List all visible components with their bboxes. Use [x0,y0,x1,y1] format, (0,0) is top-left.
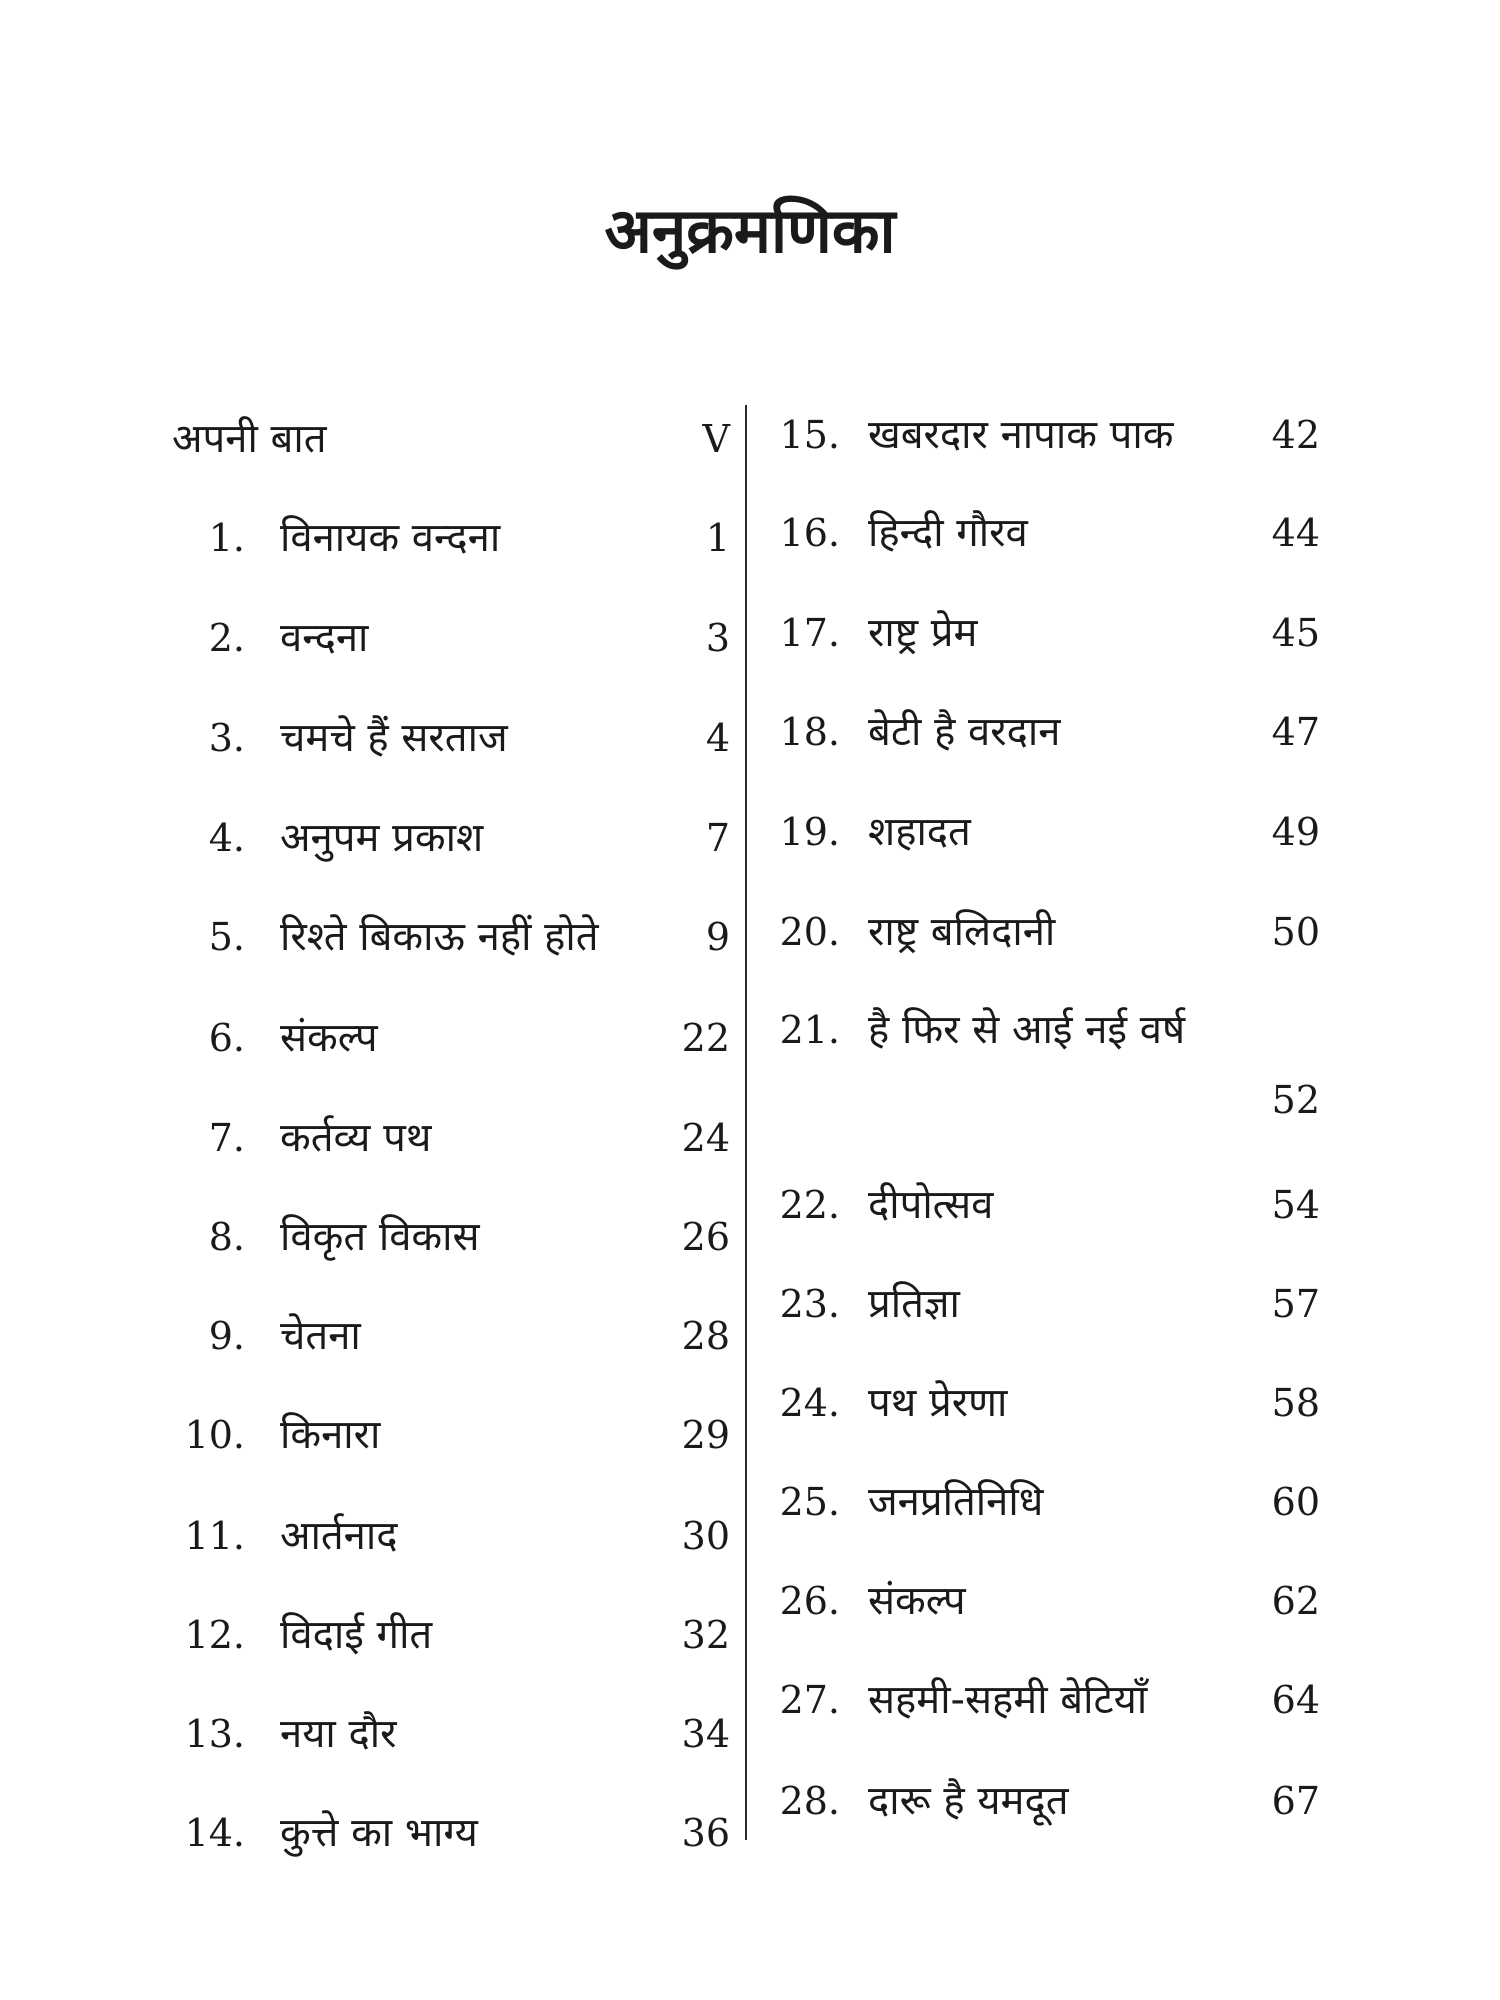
toc-entry-number: 17. [779,611,840,655]
toc-entry-title: राष्ट्र प्रेम [868,610,978,656]
toc-entry-page: 49 [1271,810,1320,854]
toc-entry[interactable] [0,1771,1400,1831]
toc-entry-page: 36 [681,1811,730,1855]
toc-entry-page: 64 [1271,1678,1320,1722]
toc-entry-title: अपनी बात [172,416,327,462]
toc-entry-title: दीपोत्सव [868,1182,994,1228]
toc-entry-title: विकृत विकास [280,1214,480,1260]
toc-entry-title: चमचे हैं सरताज [280,715,508,761]
toc-entry-number: 10. [184,1413,245,1457]
toc-entry-page: 45 [1271,611,1320,655]
toc-entry-number: 6. [208,1016,245,1060]
toc-entry-page: 29 [681,1413,730,1457]
toc-entry-page: 44 [1271,511,1320,555]
toc-entry-page: 67 [1271,1779,1320,1823]
toc-entry-number: 11. [184,1514,245,1558]
toc-entry[interactable] [0,1175,1400,1235]
toc-entry-title: सहमी-सहमी बेटियाँ [868,1677,1148,1723]
toc-entry-title: आर्तनाद [280,1513,398,1559]
toc-entry-title: शहादत [868,809,971,855]
toc-entry-number: 8. [208,1215,245,1259]
toc-entry-page: 30 [681,1514,730,1558]
toc-entry-number: 26. [779,1579,840,1623]
toc-entry-number: 14. [184,1811,245,1855]
toc-entry-title: बेटी है वरदान [868,709,1061,755]
toc-entry-number: 5. [208,915,245,959]
toc-entry-title: चेतना [280,1313,361,1359]
toc-entry-title: संकल्प [868,1578,966,1624]
toc-entry[interactable] [0,1670,1400,1730]
toc-entry-page: 3 [705,616,730,660]
toc-entry[interactable] [0,1472,1400,1532]
toc-entry-number: 21. [779,1008,840,1052]
toc-entry-number: 15. [779,413,840,457]
toc-entry-page: 52 [1271,1078,1320,1122]
toc-entry-title: किनारा [280,1412,381,1458]
toc-entry-number: 19. [779,810,840,854]
toc-entry-number: 12. [184,1613,245,1657]
toc-entry-title: अनुपम प्रकाश [280,815,484,861]
toc-entry-number: 16. [779,511,840,555]
toc-entry-page: 4 [705,716,730,760]
page-title: अनुक्रमणिका [604,194,896,267]
toc-entry-title: विदाई गीत [280,1612,433,1658]
toc-entry-title: संकल्प [280,1015,378,1061]
toc-entry-number: 13. [184,1712,245,1756]
toc-entry-number: 9. [208,1314,245,1358]
toc-entry-title: है फिर से आई नई वर्ष [868,1007,1186,1053]
toc-entry[interactable] [0,1274,1400,1334]
toc-entry[interactable] [0,802,1400,862]
toc-entry-page: 50 [1271,910,1320,954]
toc-entry-number: 7. [208,1116,245,1160]
toc-entry[interactable] [0,702,1400,762]
toc-entry-page: 7 [705,816,730,860]
toc-entry-page: V [702,417,730,461]
toc-entry-title: खबरदार नापाक पाक [868,412,1174,458]
toc-entry-page: 34 [681,1712,730,1756]
toc-entry-title: हिन्दी गौरव [868,510,1028,556]
toc-entry-title: दारू है यमदूत [868,1778,1069,1824]
toc-entry-page: 62 [1271,1579,1320,1623]
toc-entry-page: 47 [1271,710,1320,754]
toc-entry-number: 4. [208,816,245,860]
toc-entry-title: कर्तव्य पथ [280,1115,432,1161]
toc-entry-title: रिश्ते बिकाऊ नहीं होते [280,914,599,960]
toc-entry-page: 32 [681,1613,730,1657]
toc-entry-page: 57 [1271,1282,1320,1326]
toc-entry[interactable] [0,902,1400,962]
toc-entry-page: 24 [681,1116,730,1160]
toc-entry-title: जनप्रतिनिधि [868,1479,1044,1525]
toc-entry-number: 18. [779,710,840,754]
toc-entry-page: 60 [1271,1480,1320,1524]
toc-entry-page: 1 [705,516,730,560]
toc-entry[interactable] [0,1000,1400,1130]
toc-entry-page: 26 [681,1215,730,1259]
toc-entry-number: 2. [208,616,245,660]
toc-entry-page: 42 [1271,413,1320,457]
toc-entry-page: 9 [705,915,730,959]
toc-entry-page: 28 [681,1314,730,1358]
toc-entry-number: 25. [779,1480,840,1524]
toc-entry[interactable] [0,1373,1400,1433]
toc-entry-title: कुत्ते का भाग्य [280,1810,478,1856]
toc-entry[interactable] [0,405,1400,465]
toc-entry-number: 1. [208,516,245,560]
toc-entry-title: पथ प्रेरणा [868,1380,1008,1426]
toc-entry-number: 24. [779,1381,840,1425]
toc-entry-page: 58 [1271,1381,1320,1425]
toc-entry-number: 28. [779,1779,840,1823]
toc-entry-number: 22. [779,1183,840,1227]
toc-entry-title: विनायक वन्दना [280,515,501,561]
toc-entry-number: 20. [779,910,840,954]
toc-entry-number: 27. [779,1678,840,1722]
toc-entry-title: राष्ट्र बलिदानी [868,909,1056,955]
toc-entry-number: 23. [779,1282,840,1326]
toc-entry-title: प्रतिज्ञा [868,1281,960,1327]
toc-entry[interactable] [0,1571,1400,1631]
toc-entry[interactable] [0,603,1400,663]
toc-entry-title: नया दौर [280,1711,397,1757]
toc-entry[interactable] [0,503,1400,563]
toc-entry-title: वन्दना [280,615,369,661]
toc-entry-number: 3. [208,716,245,760]
toc-entry-page: 22 [681,1016,730,1060]
toc-entry-page: 54 [1271,1183,1320,1227]
